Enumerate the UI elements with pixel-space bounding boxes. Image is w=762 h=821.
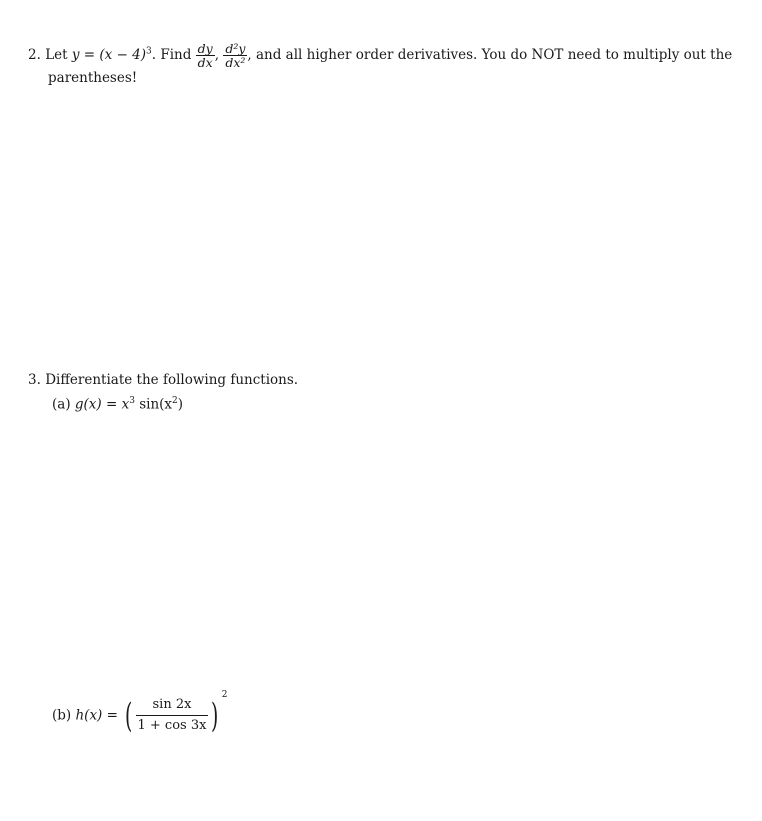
- problem-2-rest: , and all higher order derivatives. You do NOT need to multiply out the: [247, 47, 733, 64]
- problem-3-number: 3.: [28, 372, 41, 388]
- problem-3-prompt: Differentiate the following functions.: [45, 372, 299, 388]
- d2y-dx2-fraction: [223, 42, 247, 69]
- left-paren: (: [125, 695, 133, 736]
- dy-dx-numerator: dy: [197, 41, 213, 56]
- part-b-denominator: 1 + cos 3x: [136, 715, 209, 733]
- problem-2-number: 2.: [28, 47, 41, 64]
- part-a-label: (a): [52, 396, 71, 413]
- part-a-exponent: 3: [129, 396, 135, 406]
- problem-2: 2. Let $y = (x - 4)^3$. Find $\frac{dy}{dx}$ , $\frac{\text{d²y}}{\text{dx²}}$ , and all higher order derivatives. You do NOT need to multiply out the: [28, 41, 733, 71]
- part-b-numerator: sin 2x: [152, 697, 192, 713]
- problem-3-heading: [28, 372, 298, 388]
- dy-dx-fraction: [196, 42, 215, 69]
- d2y-dx2-numerator: d²y: [225, 41, 246, 56]
- part-a-function: g(x) = x: [74, 396, 130, 413]
- d2y-dx2-denominator: dx²: [223, 55, 247, 69]
- dy-dx-denominator: dx: [196, 55, 215, 69]
- problem-3b: [52, 690, 228, 736]
- right-paren: ): [211, 695, 219, 736]
- problem-2-lead: Let: [45, 47, 68, 64]
- part-b-label: (b): [52, 707, 72, 724]
- part-a-close: ): [177, 396, 184, 413]
- part-a-exponent-2: 2: [172, 396, 178, 406]
- part-b-function: h(x) =: [75, 707, 118, 724]
- problem-2-find: . Find: [151, 47, 192, 64]
- problem-2-equation: y = (x − 4): [71, 47, 147, 64]
- part-a-rest: sin(x: [134, 396, 173, 413]
- problem-2-exponent: 3: [146, 46, 152, 57]
- problem-2-line2: parentheses!: [48, 70, 138, 86]
- problem-3a: [52, 396, 183, 413]
- part-b-fraction: [136, 698, 209, 732]
- part-b-exponent: 2: [221, 690, 228, 700]
